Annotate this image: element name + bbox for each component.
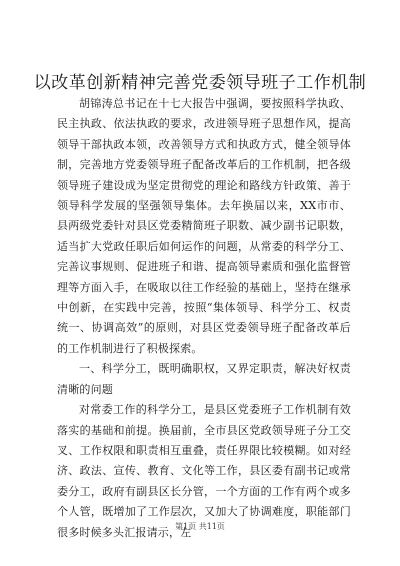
document-body [57, 94, 351, 543]
section-heading: 一、科学分工，既明确职权，又界定职责，解决好权责清晰的问题 [57, 362, 351, 396]
body-paragraph: 胡锦涛总书记在十七大报告中强调，要按照科学执政、民主执政、依法执政的要求，改进领导班子思想作风，提高领导干部执政本领，改善领导方式和执政方式，健全领导体制，完善地方党委领导班子配备改革后的工作机制，把各级领导班子建设成为坚定贯彻党的理论和路线方针政策、善于领导科学发展的坚强领导集体。去年换届以来，XX市市、县两级党委针对县区党委精简班子职数、减少副书记职数，适当扩大党政任职后如何运作的问题，从常委的科学分工、完善议事规则、促进班子和谐、提高领导素质和强化监督管理等方面入手，在吸取以往工作经验的基础上，坚持在继承中创新，在实践中完善，按照“集体领导、科学分工、权责统一、协调高效”的原则，对县区党委领导班子配备改革后的工作机制进行了积极探索。 [57, 97, 351, 355]
body-paragraph: 对常委工作的科学分工，是县区党委班子工作机制有效落实的基础和前提。换届前，全市县区党政领导班子分工交叉、工作权限和职责相互重叠，责任界限比较模糊。如对经济、政法、宣传、教育、文化等工作，县区委有副书记或常委分工，政府有副县区长分管，一个方面的工作有两个或多个人管，既增加了工作层次，又加大了协调难度，职能部门很多时候多头汇报请示，左 [57, 403, 351, 539]
document-title: 以改革创新精神完善党委领导班子工作机制 [33, 73, 367, 93]
page-footer: 第1页 共11页 [175, 522, 225, 531]
